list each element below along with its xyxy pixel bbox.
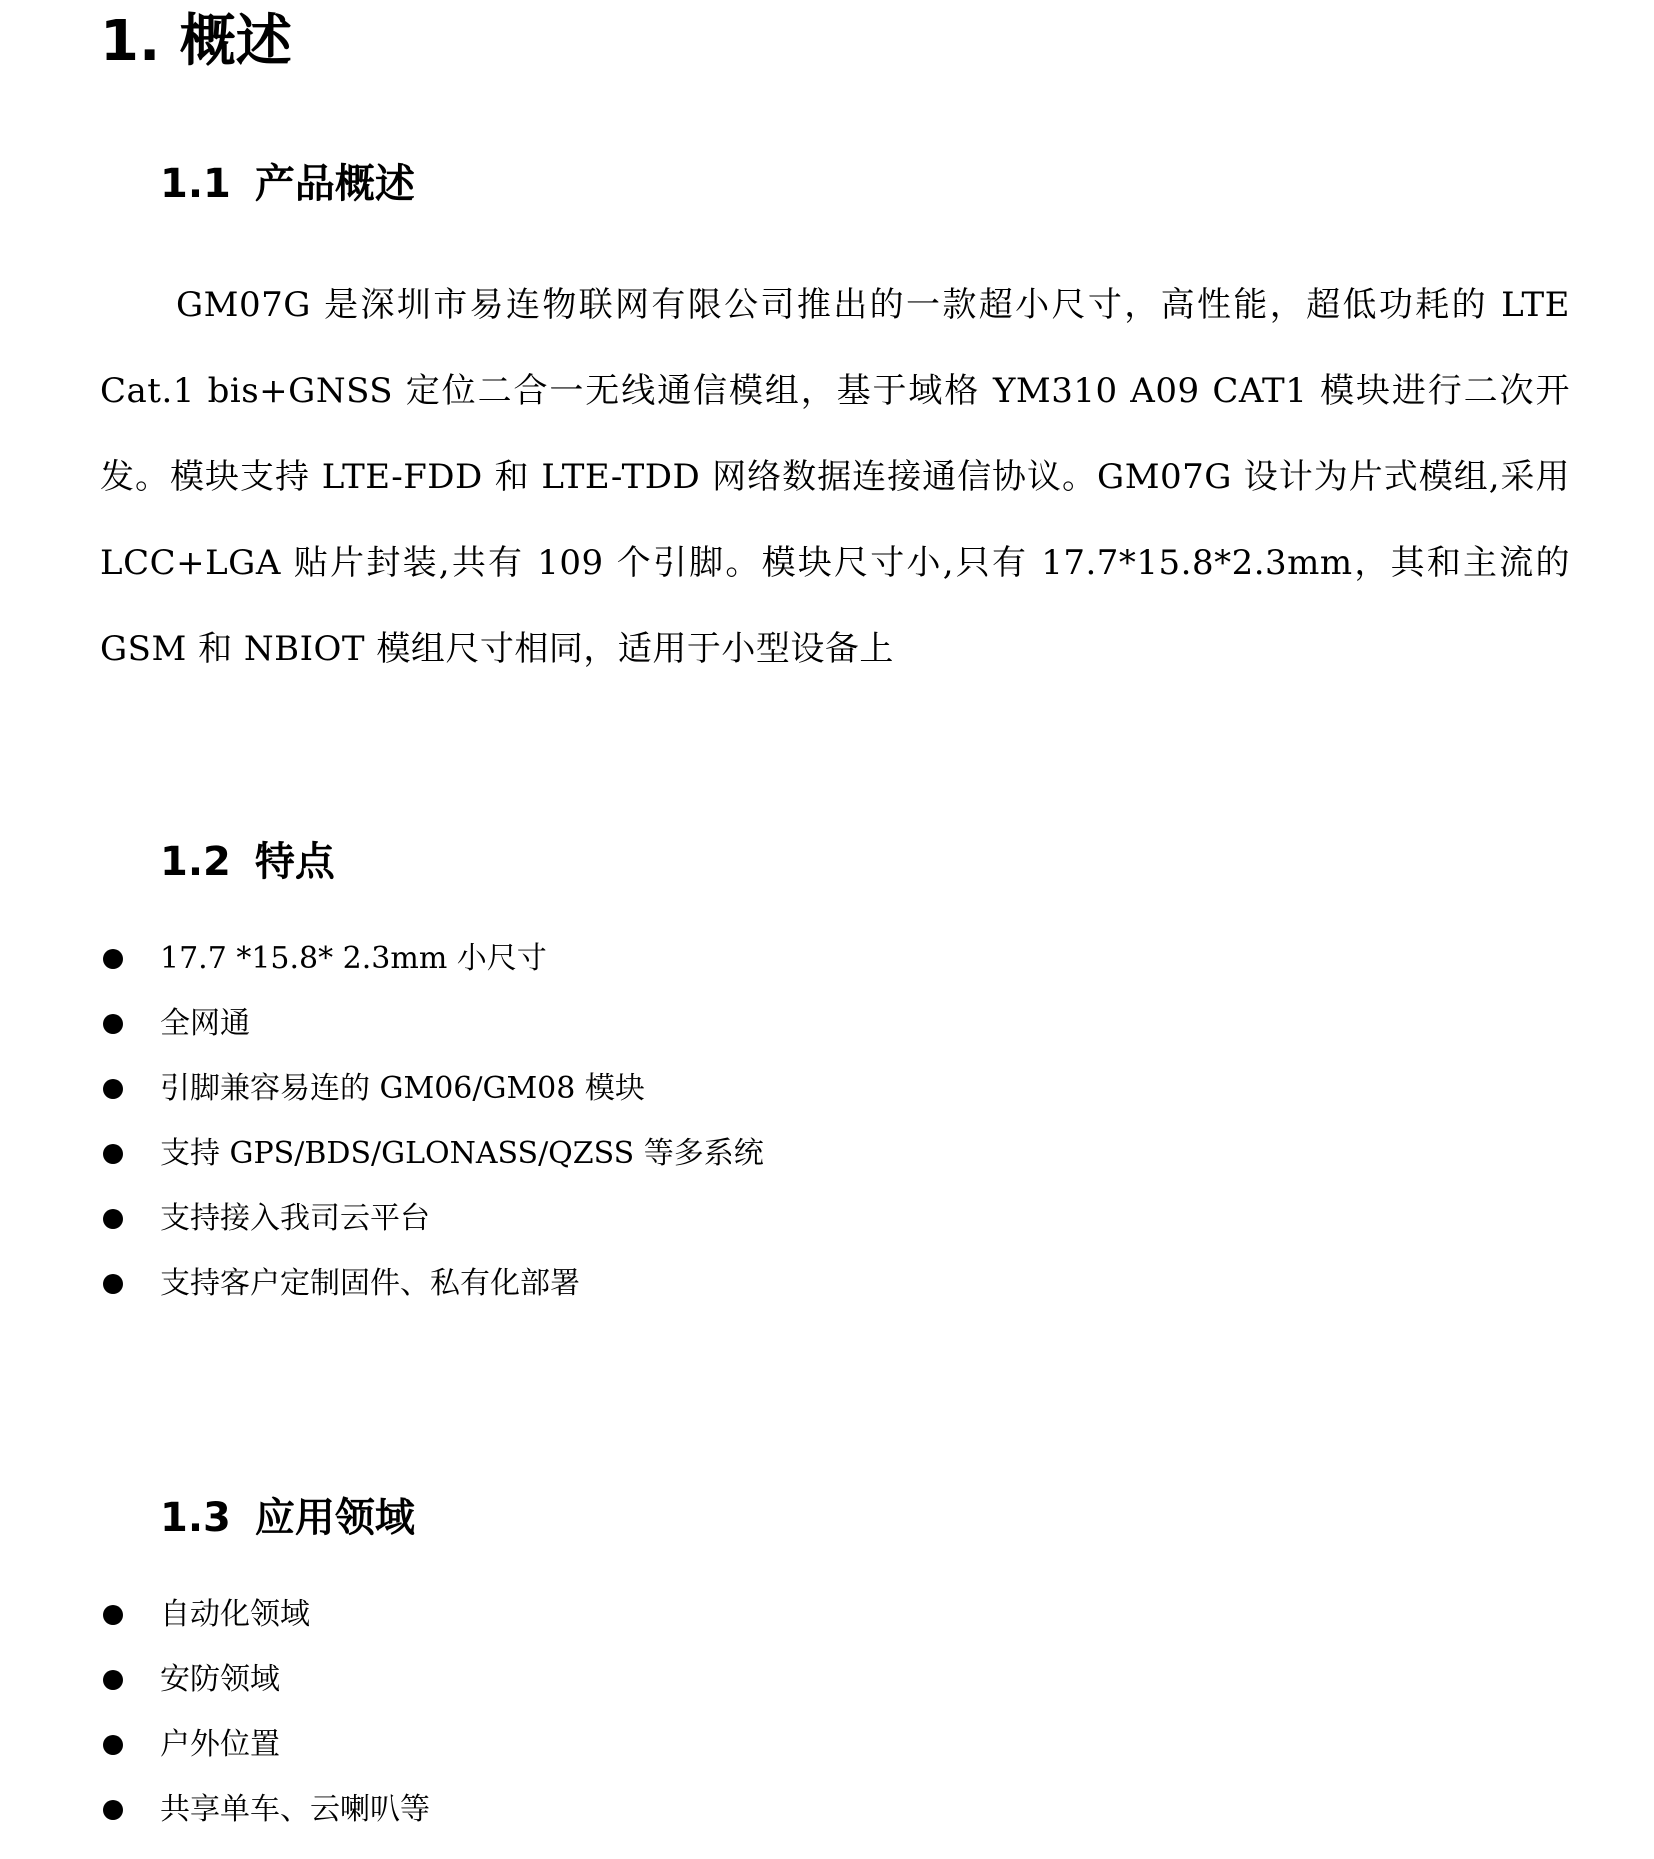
chapter-heading: 1. 概述: [100, 9, 292, 74]
section-title: 特点: [254, 839, 335, 885]
list-item-text: 支持客户定制固件、私有化部署: [160, 1266, 580, 1301]
section-title: 产品概述: [254, 161, 415, 207]
list-item-text: 支持 GPS/BDS/GLONASS/QZSS 等多系统: [160, 1136, 764, 1171]
applications-list: [100, 1582, 430, 1842]
list-item-text: 户外位置: [160, 1727, 280, 1762]
list-item: [100, 1186, 764, 1251]
features-list: [100, 926, 764, 1316]
list-item-text: 支持接入我司云平台: [160, 1201, 430, 1236]
section-heading-overview: [160, 154, 415, 214]
list-item-text: 17.7 *15.8* 2.3mm 小尺寸: [160, 941, 547, 976]
section-title: 应用领域: [254, 1495, 415, 1541]
bullet-icon: [103, 1274, 123, 1294]
section-heading-features: [160, 832, 335, 892]
section-number: 1.1: [160, 161, 231, 207]
bullet-icon: [103, 1144, 123, 1164]
section-heading-applications: [160, 1488, 415, 1548]
overview-paragraph: GM07G 是深圳市易连物联网有限公司推出的一款超小尺寸，高性能，超低功耗的 LTE Cat.1 bis+GNSS 定位二合一无线通信模组，基于域格 YM310 A09 CAT1 模块进行二次开发。模块支持 LTE-FDD 和 LTE-TDD 网络数据连接通信协议。GM07G 设计为片式模组,采用 LCC+LGA 贴片封装,共有 109 个引脚。模块尺寸小,只有 17.7*15.8*2.3mm，其和主流的 GSM 和 NBIOT 模组尺寸相同，适用于小型设备上: [100, 285, 1570, 669]
bullet-icon: [103, 1014, 123, 1034]
bullet-icon: [103, 1670, 123, 1690]
list-item: [100, 1712, 430, 1777]
list-item-text: 共享单车、云喇叭等: [160, 1792, 430, 1827]
list-item: [100, 1777, 430, 1842]
bullet-icon: [103, 1079, 123, 1099]
bullet-icon: [103, 949, 123, 969]
list-item: [100, 991, 764, 1056]
list-item-text: 安防领域: [160, 1662, 280, 1697]
list-item-text: 自动化领域: [160, 1597, 310, 1632]
list-item: [100, 1251, 764, 1316]
list-item: [100, 926, 764, 991]
list-item: [100, 1647, 430, 1712]
bullet-icon: [103, 1735, 123, 1755]
list-item-text: 全网通: [160, 1006, 250, 1041]
section-number: 1.2: [160, 839, 231, 885]
section-number: 1.3: [160, 1495, 231, 1541]
bullet-icon: [103, 1209, 123, 1229]
list-item: [100, 1056, 764, 1121]
list-item-text: 引脚兼容易连的 GM06/GM08 模块: [160, 1071, 645, 1106]
bullet-icon: [103, 1605, 123, 1625]
list-item: [100, 1121, 764, 1186]
bullet-icon: [103, 1800, 123, 1820]
list-item: [100, 1582, 430, 1647]
